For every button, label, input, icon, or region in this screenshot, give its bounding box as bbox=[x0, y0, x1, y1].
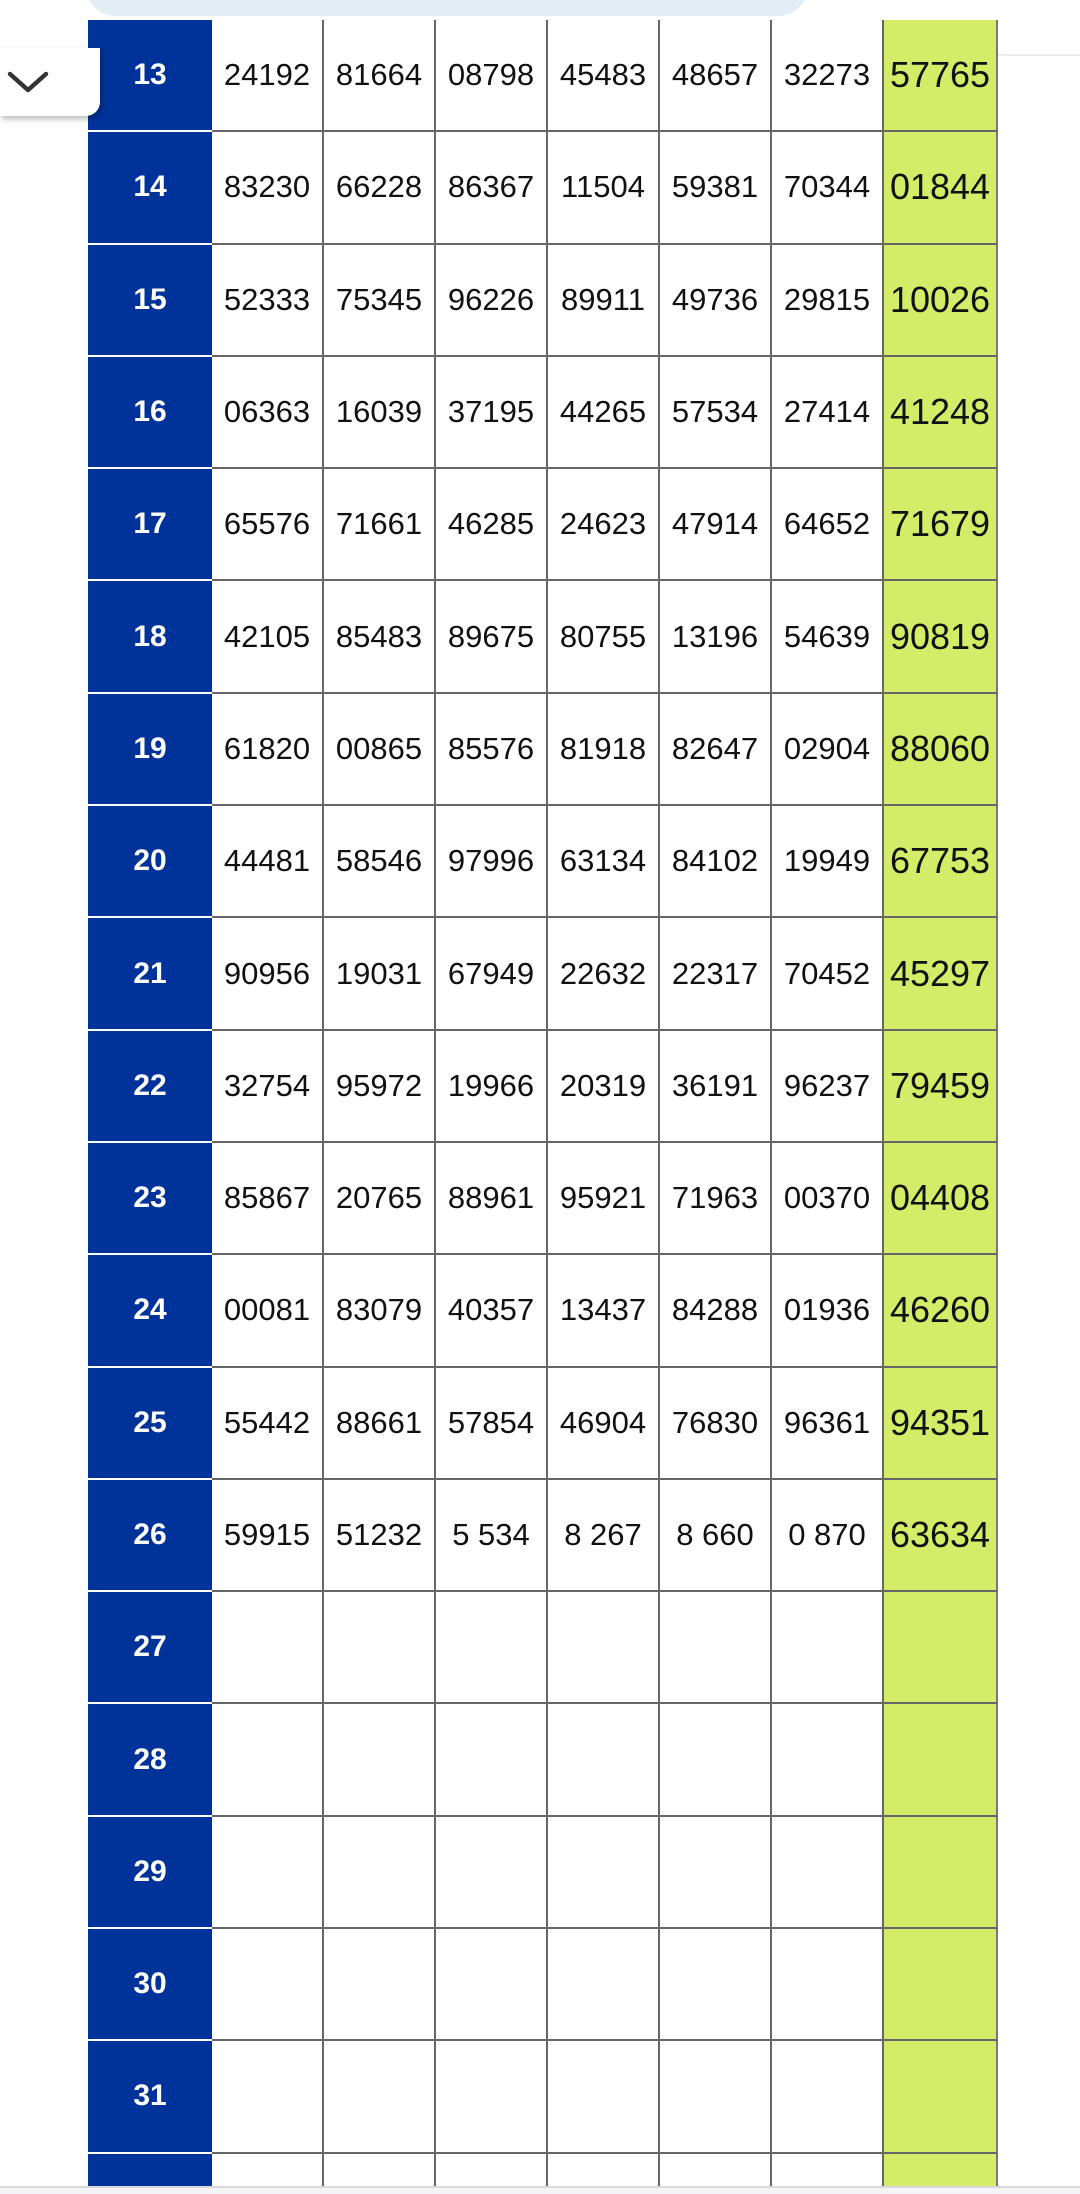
table-cell: 22317 bbox=[660, 918, 772, 1030]
table-cell bbox=[324, 1704, 436, 1816]
table-cell: 0 870 bbox=[772, 1480, 884, 1592]
table-cell: 81918 bbox=[548, 694, 660, 806]
table-cell: 8 660 bbox=[660, 1480, 772, 1592]
table-cell: 66228 bbox=[324, 132, 436, 244]
table-cell: 46285 bbox=[436, 469, 548, 581]
table-cell: 44265 bbox=[548, 357, 660, 469]
row-number: 22 bbox=[88, 1031, 212, 1143]
table-cell bbox=[212, 2041, 324, 2153]
table-cell: 19966 bbox=[436, 1031, 548, 1143]
table-cell: 86367 bbox=[436, 132, 548, 244]
table-cell bbox=[548, 1817, 660, 1929]
table-cell: 83230 bbox=[212, 132, 324, 244]
row-number: 26 bbox=[88, 1480, 212, 1592]
chevron-down-icon bbox=[4, 58, 52, 106]
highlight-cell: 79459 bbox=[884, 1031, 998, 1143]
table-cell: 24192 bbox=[212, 20, 324, 132]
table-cell bbox=[548, 1592, 660, 1704]
table-cell bbox=[660, 1592, 772, 1704]
row-number: 19 bbox=[88, 694, 212, 806]
row-number: 18 bbox=[88, 581, 212, 693]
table-cell: 81664 bbox=[324, 20, 436, 132]
highlight-cell: 57765 bbox=[884, 20, 998, 132]
table-cell: 70452 bbox=[772, 918, 884, 1030]
table-cell: 45483 bbox=[548, 20, 660, 132]
table-cell: 67949 bbox=[436, 918, 548, 1030]
table-cell: 84288 bbox=[660, 1255, 772, 1367]
table-cell: 32754 bbox=[212, 1031, 324, 1143]
highlight-cell bbox=[884, 2041, 998, 2153]
table-cell bbox=[324, 1817, 436, 1929]
table-cell: 71963 bbox=[660, 1143, 772, 1255]
bottom-navigation-bar bbox=[0, 2186, 1080, 2194]
table-cell bbox=[772, 1817, 884, 1929]
table-cell: 97996 bbox=[436, 806, 548, 918]
row-number: 24 bbox=[88, 1255, 212, 1367]
row-number: 21 bbox=[88, 918, 212, 1030]
table-cell: 70344 bbox=[772, 132, 884, 244]
highlight-cell: 71679 bbox=[884, 469, 998, 581]
table-cell: 84102 bbox=[660, 806, 772, 918]
table-cell: 96226 bbox=[436, 245, 548, 357]
table-cell: 11504 bbox=[548, 132, 660, 244]
table-cell: 57854 bbox=[436, 1368, 548, 1480]
table-cell: 5 534 bbox=[436, 1480, 548, 1592]
collapse-button[interactable] bbox=[0, 48, 100, 116]
table-cell: 85867 bbox=[212, 1143, 324, 1255]
row-number: 28 bbox=[88, 1704, 212, 1816]
table-cell bbox=[324, 1592, 436, 1704]
highlight-cell: 10026 bbox=[884, 245, 998, 357]
table-cell bbox=[436, 2041, 548, 2153]
table-cell: 36191 bbox=[660, 1031, 772, 1143]
row-number: 17 bbox=[88, 469, 212, 581]
table-cell: 00370 bbox=[772, 1143, 884, 1255]
row-number: 25 bbox=[88, 1368, 212, 1480]
highlight-cell: 67753 bbox=[884, 806, 998, 918]
table-cell: 76830 bbox=[660, 1368, 772, 1480]
table-cell: 46904 bbox=[548, 1368, 660, 1480]
row-number: 27 bbox=[88, 1592, 212, 1704]
table-cell: 65576 bbox=[212, 469, 324, 581]
row-number: 23 bbox=[88, 1143, 212, 1255]
table-cell: 61820 bbox=[212, 694, 324, 806]
highlight-cell: 04408 bbox=[884, 1143, 998, 1255]
table-cell: 48657 bbox=[660, 20, 772, 132]
table-cell: 88961 bbox=[436, 1143, 548, 1255]
table-cell bbox=[660, 1929, 772, 2041]
table-cell: 19031 bbox=[324, 918, 436, 1030]
table-cell bbox=[436, 1929, 548, 2041]
row-number: 13 bbox=[88, 20, 212, 132]
table-cell: 95921 bbox=[548, 1143, 660, 1255]
table-cell: 52333 bbox=[212, 245, 324, 357]
table-cell bbox=[660, 2041, 772, 2153]
highlight-cell: 94351 bbox=[884, 1368, 998, 1480]
table-cell bbox=[772, 2041, 884, 2153]
row-number: 29 bbox=[88, 1817, 212, 1929]
table-cell bbox=[212, 1592, 324, 1704]
highlight-cell: 88060 bbox=[884, 694, 998, 806]
table-cell: 01936 bbox=[772, 1255, 884, 1367]
table-cell bbox=[660, 1704, 772, 1816]
table-cell: 58546 bbox=[324, 806, 436, 918]
row-number: 30 bbox=[88, 1929, 212, 2041]
table-cell: 85483 bbox=[324, 581, 436, 693]
table-cell: 02904 bbox=[772, 694, 884, 806]
table-cell: 13437 bbox=[548, 1255, 660, 1367]
table-cell: 55442 bbox=[212, 1368, 324, 1480]
table-cell: 24623 bbox=[548, 469, 660, 581]
highlight-cell bbox=[884, 1704, 998, 1816]
table-cell bbox=[324, 2041, 436, 2153]
results-table bbox=[88, 20, 998, 2194]
row-number: 14 bbox=[88, 132, 212, 244]
table-cell: 00081 bbox=[212, 1255, 324, 1367]
table-cell: 96361 bbox=[772, 1368, 884, 1480]
table-cell bbox=[212, 1929, 324, 2041]
highlight-cell: 63634 bbox=[884, 1480, 998, 1592]
top-search-pill[interactable] bbox=[86, 0, 808, 16]
row-number: 15 bbox=[88, 245, 212, 357]
highlight-cell: 90819 bbox=[884, 581, 998, 693]
table-cell: 27414 bbox=[772, 357, 884, 469]
table-cell: 06363 bbox=[212, 357, 324, 469]
table-cell: 89911 bbox=[548, 245, 660, 357]
highlight-cell bbox=[884, 1592, 998, 1704]
table-cell bbox=[324, 1929, 436, 2041]
table-cell: 29815 bbox=[772, 245, 884, 357]
table-cell: 80755 bbox=[548, 581, 660, 693]
table-cell: 57534 bbox=[660, 357, 772, 469]
table-cell bbox=[548, 1929, 660, 2041]
table-cell: 90956 bbox=[212, 918, 324, 1030]
table-cell: 19949 bbox=[772, 806, 884, 918]
table-cell: 64652 bbox=[772, 469, 884, 581]
table-cell: 32273 bbox=[772, 20, 884, 132]
highlight-cell: 01844 bbox=[884, 132, 998, 244]
table-cell bbox=[660, 1817, 772, 1929]
table-cell bbox=[548, 2041, 660, 2153]
table-cell bbox=[548, 1704, 660, 1816]
table-cell: 22632 bbox=[548, 918, 660, 1030]
table-cell: 89675 bbox=[436, 581, 548, 693]
table-cell: 20319 bbox=[548, 1031, 660, 1143]
table-cell bbox=[212, 1817, 324, 1929]
table-cell: 54639 bbox=[772, 581, 884, 693]
table-cell bbox=[436, 1704, 548, 1816]
table-cell: 95972 bbox=[324, 1031, 436, 1143]
table-cell: 08798 bbox=[436, 20, 548, 132]
table-cell: 82647 bbox=[660, 694, 772, 806]
table-cell bbox=[772, 1592, 884, 1704]
table-cell: 00865 bbox=[324, 694, 436, 806]
table-cell: 63134 bbox=[548, 806, 660, 918]
table-cell: 8 267 bbox=[548, 1480, 660, 1592]
table-cell: 16039 bbox=[324, 357, 436, 469]
table-cell bbox=[436, 1817, 548, 1929]
row-number: 31 bbox=[88, 2041, 212, 2153]
table-cell: 44481 bbox=[212, 806, 324, 918]
table-cell: 88661 bbox=[324, 1368, 436, 1480]
highlight-cell bbox=[884, 1817, 998, 1929]
highlight-cell bbox=[884, 1929, 998, 2041]
table-cell: 40357 bbox=[436, 1255, 548, 1367]
table-cell: 20765 bbox=[324, 1143, 436, 1255]
table-cell: 75345 bbox=[324, 245, 436, 357]
table-cell: 13196 bbox=[660, 581, 772, 693]
highlight-cell: 41248 bbox=[884, 357, 998, 469]
highlight-cell: 45297 bbox=[884, 918, 998, 1030]
row-number: 20 bbox=[88, 806, 212, 918]
table-cell: 71661 bbox=[324, 469, 436, 581]
table-cell: 59915 bbox=[212, 1480, 324, 1592]
table-cell: 83079 bbox=[324, 1255, 436, 1367]
table-cell: 85576 bbox=[436, 694, 548, 806]
table-cell bbox=[436, 1592, 548, 1704]
table-cell bbox=[212, 1704, 324, 1816]
table-cell: 37195 bbox=[436, 357, 548, 469]
table-cell: 47914 bbox=[660, 469, 772, 581]
table-cell: 49736 bbox=[660, 245, 772, 357]
table-cell: 96237 bbox=[772, 1031, 884, 1143]
table-cell: 42105 bbox=[212, 581, 324, 693]
table-cell bbox=[772, 1929, 884, 2041]
table-cell bbox=[772, 1704, 884, 1816]
table-cell: 59381 bbox=[660, 132, 772, 244]
highlight-cell: 46260 bbox=[884, 1255, 998, 1367]
table-cell: 51232 bbox=[324, 1480, 436, 1592]
row-number: 16 bbox=[88, 357, 212, 469]
